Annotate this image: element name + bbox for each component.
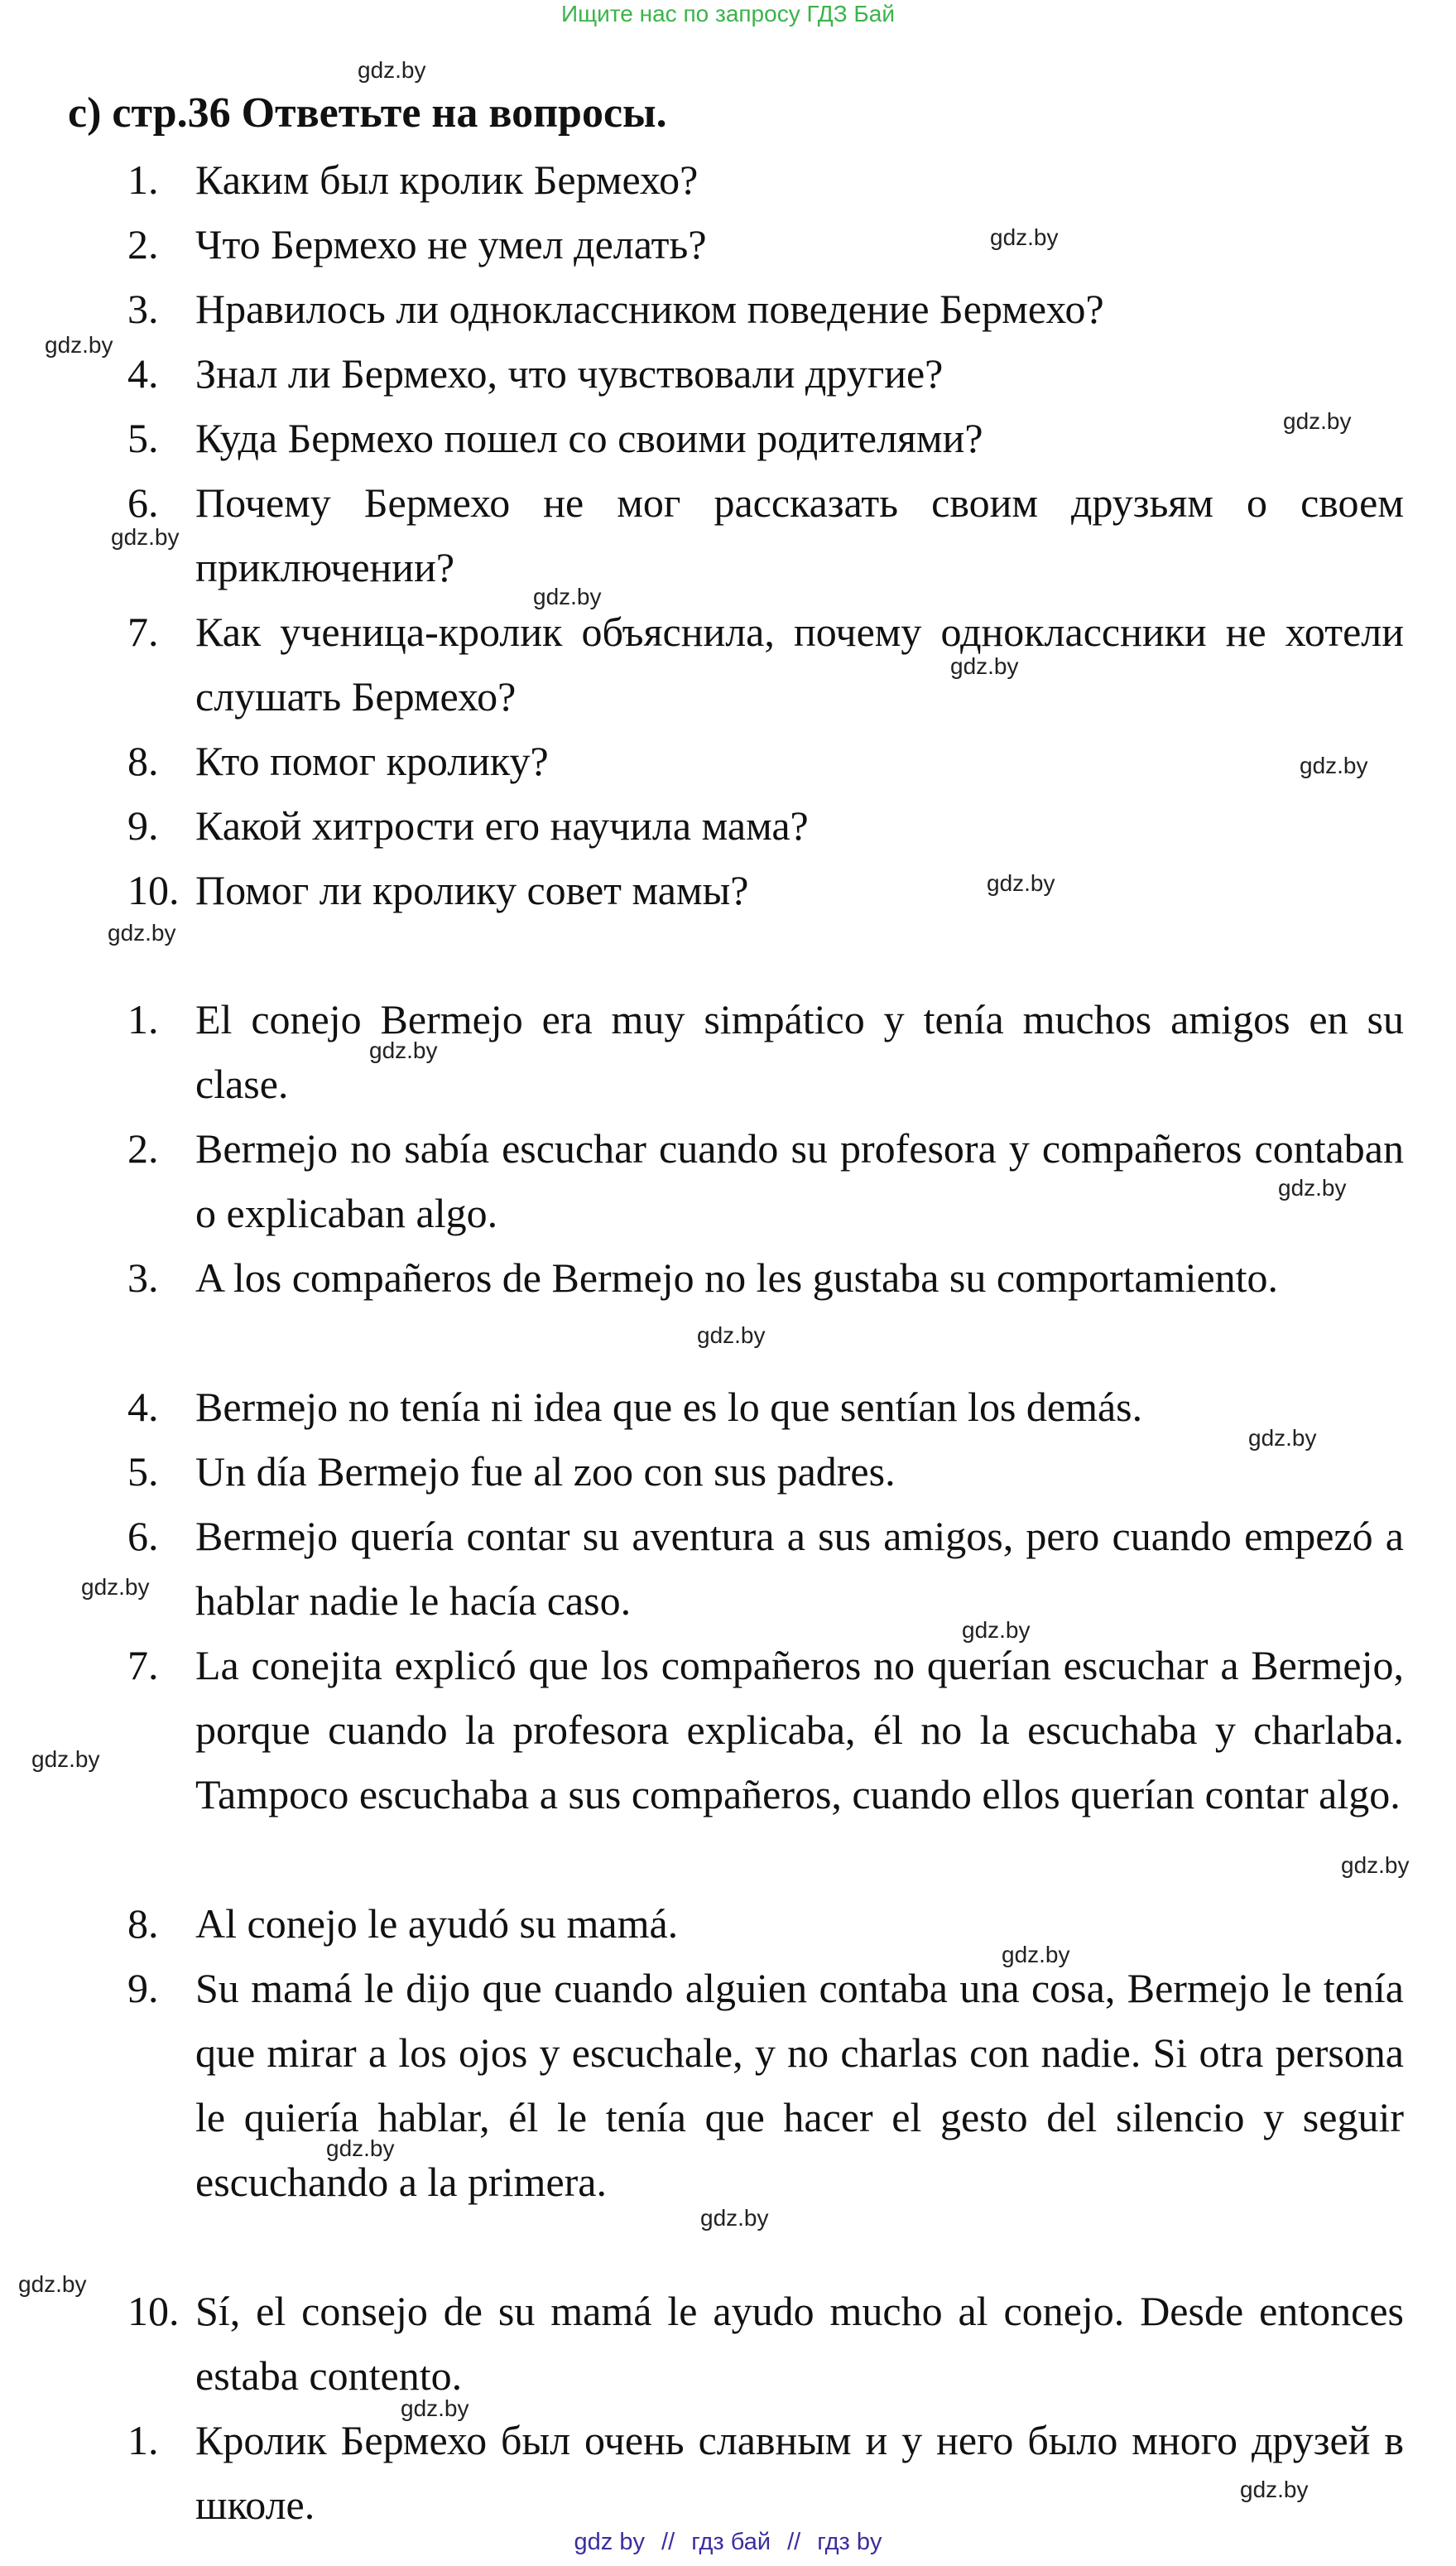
- item-text: Кролик Бермехо был очень славным и у него было много друзей в школе.: [195, 2417, 1404, 2528]
- watermark: gdz.by: [358, 57, 426, 83]
- item-text: Помог ли кролику совет мамы?: [195, 867, 749, 913]
- item-text: Знал ли Бермехо, что чувствовали другие?: [195, 350, 944, 397]
- footer-links: [0, 2527, 1456, 2557]
- item-number: 2.: [127, 221, 159, 267]
- item-number: 5.: [127, 1448, 159, 1495]
- watermark: gdz.by: [1240, 2477, 1309, 2502]
- watermark: gdz.by: [326, 2135, 395, 2161]
- item-text: Al conejo le ayudó su mamá.: [195, 1900, 679, 1947]
- item-number: 6.: [127, 1513, 159, 1559]
- search-banner: Ищите нас по запросу ГДЗ Бай: [560, 1, 896, 26]
- item-text: Bermejo no sabía escuchar cuando su profesora y compañeros contaban o explicaban algo.: [195, 1125, 1404, 1236]
- item-text: Что Бермехо не умел делать?: [195, 221, 707, 267]
- item-number: 3.: [127, 286, 159, 332]
- watermark: gdz.by: [533, 584, 602, 609]
- item-text: Каким был кролик Бермехо?: [195, 156, 699, 203]
- item-text: Кто помог кролику?: [195, 738, 549, 784]
- item-number: 3.: [127, 1254, 159, 1301]
- watermark: gdz.by: [1278, 1175, 1347, 1201]
- item-text: A los compañeros de Bermejo no les gustaba su comportamiento.: [195, 1254, 1279, 1301]
- item-number: 4.: [127, 350, 159, 397]
- footer-link-gdz-bai[interactable]: гдз бай: [691, 2529, 771, 2555]
- item-text: Su mamá le dijo que cuando alguien contaba una cosa, Bermejo le tenía que mirar a los ojos y escuchale, y no charlas con nadie. Si otra persona le quiería hablar, él le tenía que hacer el gesto del silencio y seguir escuchando a la primera.: [195, 1965, 1404, 2205]
- watermark: gdz.by: [401, 2395, 469, 2421]
- watermark: gdz.by: [1300, 753, 1368, 778]
- watermark: gdz.by: [697, 1322, 766, 1348]
- footer-separator: //: [787, 2529, 801, 2555]
- item-number: 8.: [127, 738, 159, 784]
- item-text: Un día Bermejo fue al zoo con sus padres.: [195, 1448, 896, 1495]
- exercise-heading: с) стр.36 Ответьте на вопросы.: [68, 89, 667, 137]
- item-number: 10.: [127, 867, 180, 913]
- item-number: 1.: [127, 996, 159, 1042]
- item-number: 6.: [127, 479, 159, 526]
- watermark: gdz.by: [1248, 1425, 1317, 1451]
- item-text: La conejita explicó que los compañeros no querían escuchar a Bermejo, porque cuando la profesora explicaba, él no la escuchaba y charlaba. Tampoco escuchaba a sus compañeros, cuando ellos querían contar algo.: [195, 1642, 1404, 1817]
- watermark: gdz.by: [987, 870, 1055, 896]
- item-number: 1.: [127, 156, 159, 203]
- watermark: gdz.by: [990, 224, 1059, 250]
- item-text: Почему Бермехо не мог рассказать своим друзьям о своем приключении?: [195, 479, 1404, 590]
- item-text: Bermejo quería contar su aventura a sus amigos, pero cuando empezó a hablar nadie le hacía caso.: [195, 1513, 1404, 1624]
- watermark: gdz.by: [108, 920, 176, 946]
- watermark: gdz.by: [962, 1617, 1031, 1643]
- watermark: gdz.by: [1283, 408, 1352, 434]
- watermark: gdz.by: [111, 524, 180, 550]
- watermark: gdz.by: [700, 2205, 769, 2231]
- item-text: Куда Бермехо пошел со своими родителями?: [195, 415, 983, 461]
- watermark: gdz.by: [1002, 1942, 1070, 1967]
- item-text: Как ученица-кролик объяснила, почему одноклассники не хотели слушать Бермехо?: [195, 609, 1404, 720]
- item-text: Bermejo no tenía ni idea que es lo que sentían los demás.: [195, 1384, 1143, 1430]
- item-number: 10.: [127, 2288, 180, 2334]
- watermark: gdz.by: [81, 1574, 150, 1600]
- item-number: 4.: [127, 1384, 159, 1430]
- item-number: 7.: [127, 1642, 159, 1688]
- watermark: gdz.by: [45, 332, 113, 358]
- watermark: gdz.by: [369, 1037, 438, 1063]
- item-number: 9.: [127, 802, 159, 849]
- item-number: 9.: [127, 1965, 159, 2011]
- item-text: El conejo Bermejo era muy simpático y tenía muchos amigos en su clase.: [195, 996, 1404, 1107]
- item-number: 8.: [127, 1900, 159, 1947]
- item-text: Sí, el consejo de su mamá le ayudo mucho al conejo. Desde entonces estaba contento.: [195, 2288, 1404, 2399]
- footer-separator: //: [661, 2529, 675, 2555]
- item-number: 5.: [127, 415, 159, 461]
- watermark: gdz.by: [18, 2271, 87, 2297]
- item-text: Какой хитрости его научила мама?: [195, 802, 809, 849]
- watermark: gdz.by: [950, 653, 1019, 679]
- item-number: 7.: [127, 609, 159, 655]
- item-number: 1.: [127, 2417, 159, 2463]
- item-number: 2.: [127, 1125, 159, 1172]
- footer-link-gdz-by-cyr[interactable]: гдз by: [817, 2529, 882, 2555]
- item-text: Нравилось ли одноклассником поведение Бермехо?: [195, 286, 1104, 332]
- watermark: gdz.by: [1341, 1852, 1410, 1878]
- watermark: gdz.by: [31, 1746, 100, 1772]
- footer-link-gdz-by[interactable]: gdz by: [574, 2529, 645, 2555]
